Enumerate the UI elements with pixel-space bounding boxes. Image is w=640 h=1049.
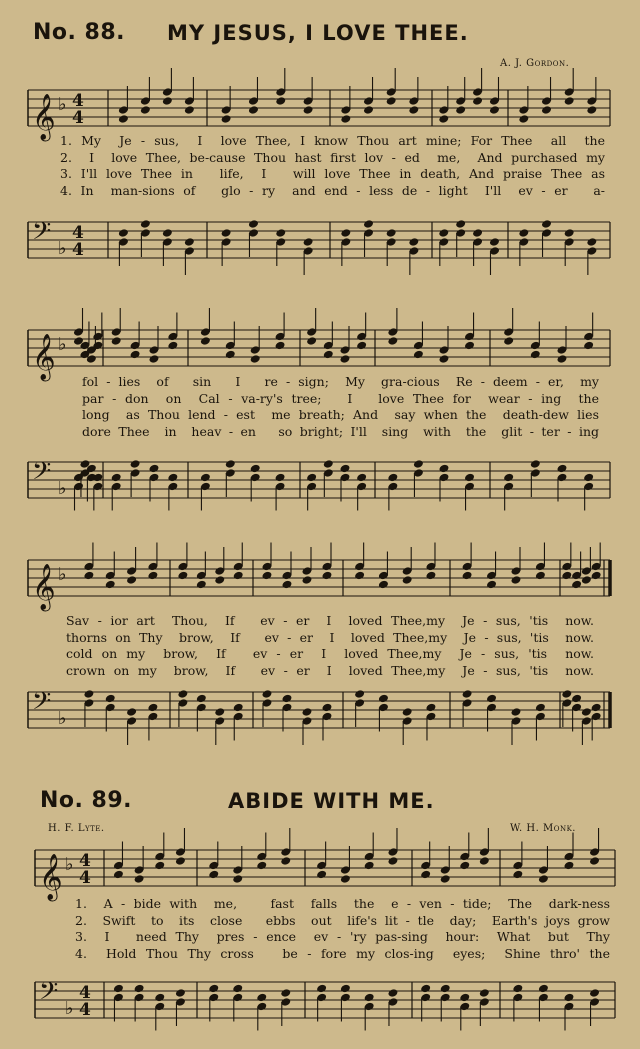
treble-clef-icon: 𝄞 [32, 334, 56, 380]
note-head [586, 237, 597, 247]
note-head [262, 571, 273, 581]
lyric-line: fol - lies of sin I re - sign; My gra-cious Re - deem - er, my [82, 374, 599, 389]
treble-staff [0, 838, 640, 898]
note-head [256, 993, 267, 1003]
note-head [413, 350, 424, 360]
note-head [425, 703, 436, 713]
note-head [177, 689, 188, 699]
note-head [248, 219, 259, 229]
note-head [564, 861, 575, 871]
note-head [322, 703, 333, 713]
note-head [147, 703, 158, 713]
note-head [538, 984, 549, 994]
note-head [489, 105, 500, 115]
note-head [557, 354, 568, 364]
note-head [280, 988, 291, 998]
note-head [302, 575, 313, 585]
bass-staff [0, 450, 640, 510]
note-head [340, 114, 351, 124]
treble-staff [0, 318, 640, 378]
note-head [126, 707, 137, 717]
lyric-line: dore Thee in heav - en so bright; I'll sing with the glit - ter - ing [82, 423, 599, 439]
note-head [420, 984, 431, 994]
note-head [196, 580, 207, 590]
note-head [233, 703, 244, 713]
note-head [105, 580, 116, 590]
note-head [561, 689, 572, 699]
note-head [518, 114, 529, 124]
treble-staff [0, 78, 640, 138]
note-head [306, 473, 317, 483]
note-head [200, 336, 211, 346]
note-head [275, 96, 286, 106]
note-head [302, 707, 313, 717]
note-head [113, 984, 124, 994]
lyric-line: par - don on Cal - va-ry's tree; I love Thee for wear - ing the [82, 390, 599, 406]
note-head [486, 580, 497, 590]
note-head [167, 341, 178, 351]
note-head [175, 988, 186, 998]
flat-icon: ♭ [65, 854, 74, 875]
note-head [280, 856, 291, 866]
note-head [489, 237, 500, 247]
note-head [589, 988, 600, 998]
note-head [455, 105, 466, 115]
note-head [511, 575, 522, 585]
note-head [275, 473, 286, 483]
lyric-line: 2. I love Thee, be-cause Thou hast first lov - ed me, And purchased my [60, 149, 605, 165]
lyrics-block [60, 133, 605, 199]
note-head [225, 350, 236, 360]
note-head [402, 707, 413, 717]
note-head [167, 473, 178, 483]
note-head [503, 336, 514, 346]
bass-clef-icon: 𝄢 [32, 687, 52, 722]
note-head [455, 219, 466, 229]
note-head [479, 856, 490, 866]
note-head [262, 689, 273, 699]
note-head [440, 874, 451, 884]
note-head [323, 350, 334, 360]
lyric-line: Sav - ior art Thou, If ev - er I loved Thee,my Je - sus, 'tis now. [66, 613, 594, 628]
note-head [221, 228, 232, 238]
note-head [586, 105, 597, 115]
lyric-line: 1. My Je - sus, I love Thee, I know Thou art mine; For Thee all the [60, 133, 605, 148]
flat-icon: ♭ [58, 708, 67, 729]
note-head [130, 350, 141, 360]
lyric-line: 2. Swift to its close ebbs out life's lit - tle day; Earth's joys grow [75, 912, 610, 928]
note-head [564, 993, 575, 1003]
note-head [561, 571, 572, 581]
time-signature: 4 [79, 868, 91, 888]
note-head [340, 464, 351, 474]
note-head [316, 870, 327, 880]
lyric-line: 1. A - bide with me, fast falls the e - ven - tide; The dark-ness [75, 896, 610, 911]
note-head [316, 984, 327, 994]
bass-clef-icon: 𝄢 [32, 217, 52, 252]
bass-staff [0, 210, 640, 270]
note-head [208, 870, 219, 880]
note-head [256, 861, 267, 871]
note-head [378, 580, 389, 590]
note-head [140, 219, 151, 229]
note-head [118, 114, 129, 124]
note-head [581, 575, 592, 585]
note-head [248, 105, 259, 115]
note-head [196, 694, 207, 704]
note-head [232, 984, 243, 994]
note-head [154, 993, 165, 1003]
note-head [439, 354, 450, 364]
lyric-line: 3. I need Thy pres - ence ev - 'ry pas-sing hour: What but Thy [75, 929, 610, 944]
lyrics-block [66, 613, 594, 679]
note-head [530, 350, 541, 360]
note-head [92, 473, 103, 483]
note-head [538, 874, 549, 884]
note-head [438, 114, 449, 124]
note-head [356, 341, 367, 351]
note-head [140, 105, 151, 115]
flat-icon: ♭ [58, 238, 67, 259]
note-head [420, 870, 431, 880]
time-signature: 4 [72, 240, 84, 260]
hymn-number: No. 88. [33, 20, 126, 45]
note-head [118, 228, 129, 238]
note-head [250, 464, 261, 474]
note-head [282, 580, 293, 590]
note-head [557, 464, 568, 474]
note-head [364, 861, 375, 871]
composer-credit: A. J. Gordon. [500, 58, 570, 69]
lyrics-block [75, 896, 610, 962]
note-head [511, 707, 522, 717]
flat-icon: ♭ [58, 94, 67, 115]
treble-staff [0, 548, 640, 608]
note-head [413, 459, 424, 469]
note-head [175, 856, 186, 866]
bass-staff [0, 970, 640, 1030]
note-head [387, 336, 398, 346]
bass-clef-icon: 𝄢 [32, 457, 52, 492]
note-head [147, 571, 158, 581]
note-head [541, 219, 552, 229]
note-head [535, 571, 546, 581]
note-head [275, 341, 286, 351]
note-head [518, 228, 529, 238]
note-head [462, 689, 473, 699]
note-head [512, 870, 523, 880]
note-head [387, 856, 398, 866]
note-head [340, 984, 351, 994]
note-head [282, 694, 293, 704]
note-head [464, 341, 475, 351]
note-head [512, 984, 523, 994]
note-head [479, 988, 490, 998]
note-head [472, 228, 483, 238]
note-head [535, 703, 546, 713]
note-head [564, 96, 575, 106]
note-head [184, 105, 195, 115]
time-signature: 4 [72, 108, 84, 128]
time-signature: 4 [72, 91, 84, 111]
lyric-line: cold on my brow, If ev - er I loved Thee,my Je - sus, 'tis now. [66, 646, 594, 661]
lyric-line: 4. Hold Thou Thy cross be - fore my clos-ing eyes; Shine thro' the [75, 945, 610, 961]
note-head [439, 464, 450, 474]
note-head [486, 694, 497, 704]
time-signature: 4 [79, 983, 91, 1003]
flat-icon: ♭ [58, 564, 67, 585]
note-head [583, 473, 594, 483]
note-head [541, 105, 552, 115]
note-head [303, 237, 314, 247]
note-head [472, 96, 483, 106]
note-head [354, 571, 365, 581]
time-signature: 4 [79, 1000, 91, 1020]
note-head [340, 228, 351, 238]
treble-clef-icon: 𝄞 [32, 564, 56, 610]
note-head [275, 228, 286, 238]
note-head [438, 228, 449, 238]
note-head [340, 354, 351, 364]
note-head [134, 984, 145, 994]
note-head [221, 114, 232, 124]
flat-icon: ♭ [65, 998, 74, 1019]
note-head [233, 571, 244, 581]
note-head [591, 703, 602, 713]
note-head [225, 459, 236, 469]
lyric-line: crown on my brow, If ev - er I loved Thee,my Je - sus, 'tis now. [66, 662, 594, 678]
note-head [214, 707, 225, 717]
note-head [200, 473, 211, 483]
note-head [177, 571, 188, 581]
note-head [130, 459, 141, 469]
lyric-line: 3. I'll love Thee in life, I will love Thee in death, And praise Thee as [60, 166, 605, 181]
treble-clef-icon: 𝄞 [39, 854, 63, 900]
note-head [564, 228, 575, 238]
note-head [503, 473, 514, 483]
note-head [354, 689, 365, 699]
note-head [440, 984, 451, 994]
note-head [581, 707, 592, 717]
note-head [126, 575, 137, 585]
note-head [149, 354, 160, 364]
note-head [387, 988, 398, 998]
flat-icon: ♭ [58, 334, 67, 355]
note-head [378, 694, 389, 704]
hymn-title: ABIDE WITH ME. [228, 789, 435, 813]
note-head [402, 575, 413, 585]
note-head [589, 856, 600, 866]
composer-credit: W. H. Monk. [510, 823, 576, 834]
hymn-number: No. 89. [40, 788, 133, 813]
note-head [149, 464, 160, 474]
note-head [105, 694, 116, 704]
note-head [162, 228, 173, 238]
time-signature: 4 [79, 851, 91, 871]
note-head [303, 105, 314, 115]
note-head [306, 336, 317, 346]
note-head [425, 571, 436, 581]
note-head [386, 228, 397, 238]
lyric-line: 4. In man-sions of glo - ry and end - less de - light I'll ev - er a- [60, 182, 605, 198]
lyrics-block [82, 374, 599, 440]
note-head [571, 694, 582, 704]
note-head [111, 336, 122, 346]
note-head [134, 874, 145, 884]
bass-staff [0, 680, 640, 740]
note-head [386, 96, 397, 106]
note-head [184, 237, 195, 247]
note-head [340, 874, 351, 884]
note-head [387, 473, 398, 483]
treble-clef-icon: 𝄞 [32, 94, 56, 140]
lyric-line: long as Thou lend - est me breath; And say when the death-dew lies [82, 407, 599, 422]
note-head [408, 237, 419, 247]
note-head [214, 575, 225, 585]
note-head [232, 874, 243, 884]
note-head [111, 473, 122, 483]
note-head [356, 473, 367, 483]
author-credit: H. F. Lyte. [48, 823, 105, 834]
note-head [363, 219, 374, 229]
note-head [583, 341, 594, 351]
note-head [113, 870, 124, 880]
note-head [208, 984, 219, 994]
note-head [363, 105, 374, 115]
note-head [591, 571, 602, 581]
note-head [530, 459, 541, 469]
note-head [459, 993, 470, 1003]
note-head [464, 473, 475, 483]
note-head [250, 354, 261, 364]
note-head [322, 571, 333, 581]
note-head [408, 105, 419, 115]
note-head [459, 861, 470, 871]
bass-clef-icon: 𝄢 [39, 977, 59, 1012]
note-head [571, 580, 582, 590]
time-signature: 4 [72, 223, 84, 243]
note-head [83, 689, 94, 699]
note-head [83, 571, 94, 581]
note-head [162, 96, 173, 106]
note-head [323, 459, 334, 469]
flat-icon: ♭ [58, 478, 67, 499]
lyric-line: thorns on Thy brow, If ev - er I loved Thee,my Je - sus, 'tis now. [66, 629, 594, 645]
note-head [462, 571, 473, 581]
note-head [364, 993, 375, 1003]
hymn-title: MY JESUS, I LOVE THEE. [167, 21, 469, 45]
note-head [154, 861, 165, 871]
